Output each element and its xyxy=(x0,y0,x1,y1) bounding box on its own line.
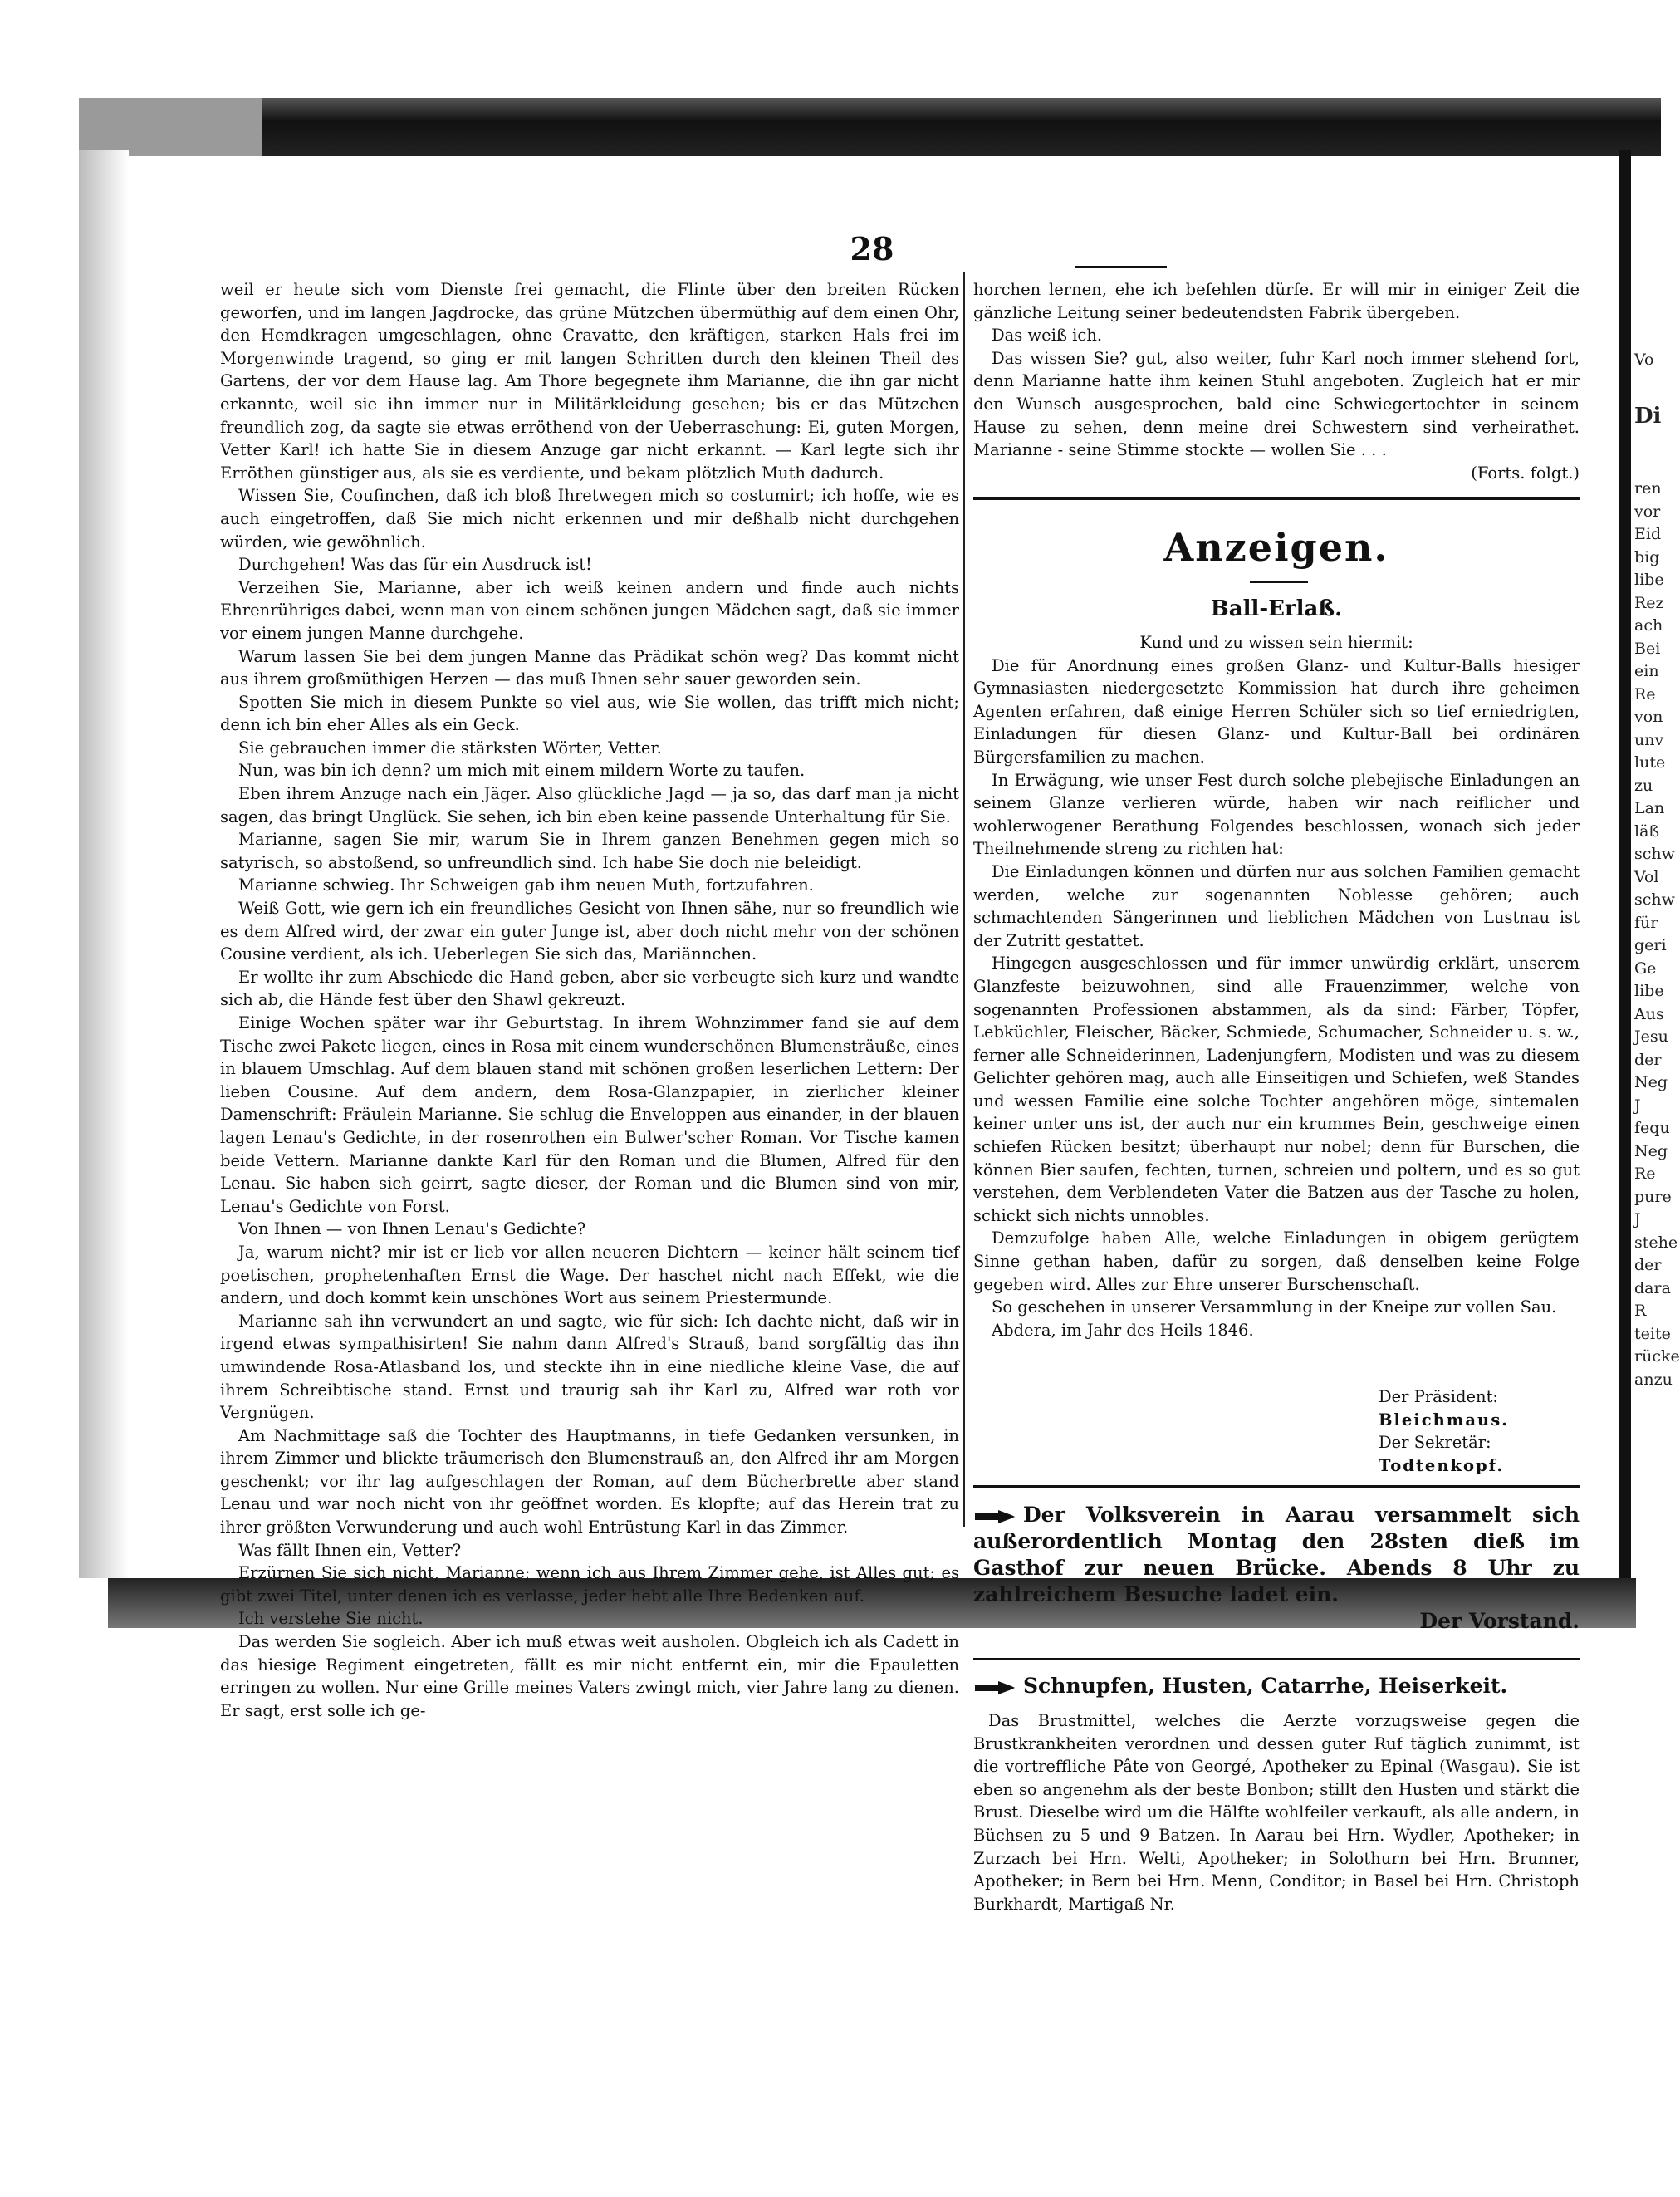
story-paragraph: Das werden Sie sogleich. Aber ich muß etwas weit ausholen. Obgleich ich als Cadett in das hiesige Regiment eingetreten, fällt es mir nicht entfernt ein, mir die Epauletten erringen zu wollen. Nur eine Grille meines Vaters zwingt mich, vier Jahre lang zu dienen. Er sagt, erst solle ich ge- xyxy=(220,1632,959,1720)
next-page-fragment-line: libe xyxy=(1634,982,1664,1000)
next-page-fragment-line: Neg xyxy=(1634,1073,1668,1091)
next-page-fragment-line: Vol xyxy=(1634,867,1659,886)
brustmittel-title: Schnupfen, Husten, Catarrhe, Heiserkeit. xyxy=(1023,1674,1508,1698)
next-page-fragment-line: Eid xyxy=(1634,525,1662,543)
story-paragraph: Was fällt Ihnen ein, Vetter? xyxy=(238,1540,462,1560)
next-page-fragment-line: Bei xyxy=(1634,639,1661,658)
volksverein-signature: Der Vorstand. xyxy=(1419,1609,1580,1633)
story-paragraph: Einige Wochen später war ihr Geburtstag. In ihrem Wohnzimmer fand sie auf dem Tische zwei Pakete liegen, eines in Rosa mit einem wunderschönen Blumensträuße, eines in blauem Umschlag. Auf dem blauen stand mit schönen großen leserlichen Lettern: Der lieben Cousine. Auf dem andern, dem Rosa-Glanzpapier, in zierlicher kleiner Damenschrift: Fräulein Marianne. Sie schlug die Enveloppen aus einander, in der blauen lagen Lenau's Gedichte, in der rosenrothen ein Bulwer'scher Roman. Vor Tische kamen beide Vettern. Marianne dankte Karl für den Roman und die Blumen, Alfred für den Lenau. Sie haben sich geirrt, sagte dieser, der Roman und die Blumen sind von mir, Lenau's Gedichte von Forst. xyxy=(220,1013,959,1216)
next-page-fragment-line: libe xyxy=(1634,571,1664,589)
volksverein-ad xyxy=(973,1502,1580,1635)
volksverein-text: Der Volksverein in Aarau versammelt sich außerordentlich Montag den 28sten dieß im Gasthof zur neuen Brücke. Abends 8 Uhr zu zahlreichem Besuche ladet ein. xyxy=(973,1503,1580,1606)
next-page-fragment-line: Jesu xyxy=(1634,1027,1668,1046)
next-page-fragment-line: schw xyxy=(1634,845,1675,863)
story-paragraph: Eben ihrem Anzuge nach ein Jäger. Also glückliche Jagd — ja so, das darf man ja nicht sagen, das bringt Unglück. Sie sehen, ich bin eben keine passende Unterhaltung für Sie. xyxy=(220,784,959,826)
scan-border-left xyxy=(79,150,129,1578)
signature-line: Todtenkopf. xyxy=(1379,1455,1505,1475)
signature-line: Der Präsident: xyxy=(1379,1387,1498,1406)
continuation-paragraph: Das weiß ich. xyxy=(992,326,1103,346)
story-paragraph: Spotten Sie mich in diesem Punkte so viel aus, wie Sie wollen, das trifft mich nicht; denn ich bin eher Alles als ein Geck. xyxy=(220,692,959,735)
ball-paragraph: Die für Anordnung eines großen Glanz- und Kultur-Balls hiesiger Gymnasiasten niedergesetzte Kommission hat durch ihre geheimen Agenten erfahren, daß einige Herren Schüler sich so tief erniedrigten, Einladungen für diesen Glanz- und Kultur-Ball bei ordinären Bürgersfamilien zu machen. xyxy=(973,655,1580,767)
section-rule xyxy=(973,1658,1580,1660)
ball-opening: Kund und zu wissen sein hiermit: xyxy=(1139,633,1413,652)
column-rule xyxy=(963,272,965,1527)
next-page-fragment-line: teite xyxy=(1634,1324,1671,1343)
section-rule xyxy=(973,1485,1580,1488)
next-page-fragment-line: ach xyxy=(1634,616,1663,635)
ball-signatures xyxy=(1379,1385,1578,1477)
story-continuation xyxy=(973,278,1580,484)
next-page-fragment-line: der xyxy=(1634,1050,1662,1069)
ball-paragraph: So geschehen in unserer Versammlung in der Kneipe zur vollen Sau. xyxy=(992,1297,1557,1317)
story-paragraph: Wissen Sie, Coufinchen, daß ich bloß Ihretwegen mich so costumirt; ich hoffe, wie es auch eingetroffen, daß Sie mich nicht erkennen und mir deßhalb nicht durchgehen würden, wie gewöhnlich. xyxy=(220,486,959,552)
page-number: 28 xyxy=(850,230,894,267)
ball-paragraph: Hingegen ausgeschlossen und für immer unwürdig erklärt, unserem Glanzfeste beizuwohnen, sind alle Frauenzimmer, welche von sogenannten Professionen abstammen, als da sind: Färber, Töpfer, Lebküchler, Fleischer, Bäcker, Schmiede, Schumacher, Schneider u. s. w., ferner alle Schneiderinnen, Ladenjungfern, Modisten und was zu diesem Gelichter gehören mag, auch alle Einseitigen und Schiefen, weß Standes und wessen Familie eine solche Tochter angehören möge, sintemalen keiner unter uns ist, der auch nur ein krummes Bein, geschweige einen schiefen Rücken besitzt; überhaupt nur nobel; denn für Burschen, die können Bier saufen, fechten, turnen, schreien und poltern, und es so gut verstehen, dem Verblendeten Vater die Batzen aus der Tasche zu holen, schickt sich nichts unnobles. xyxy=(973,954,1580,1225)
next-page-fragment-line: Vo xyxy=(1634,351,1654,369)
story-paragraph: Durchgehen! Was das für ein Ausdruck ist! xyxy=(238,555,592,575)
next-page-fragment-line: vor xyxy=(1634,502,1661,521)
next-page-fragment-line: dara xyxy=(1634,1278,1671,1297)
next-page-fragment-line: läß xyxy=(1634,821,1660,841)
next-page-fragment-line: geri xyxy=(1634,936,1667,954)
next-page-fragment-line: für xyxy=(1634,913,1658,932)
ball-place-date: Abdera, im Jahr des Heils 1846. xyxy=(992,1320,1254,1340)
ball-paragraph: Die Einladungen können und dürfen nur aus solchen Familien gemacht werden, welche zur sogenannten Noblesse gehören; auch schmachtenden Sängerinnen und lieblichen Mädchen von Lustnau ist der Zutritt gestattet. xyxy=(973,861,1580,950)
next-page-fragment-line: zu xyxy=(1634,776,1653,795)
continuation-paragraph: horchen lernen, ehe ich befehlen dürfe. Er will mir in einiger Zeit die gänzliche Leitung seiner bedeutendsten Fabrik übergeben. xyxy=(973,280,1580,322)
next-page-fragment-line: Aus xyxy=(1634,1004,1664,1023)
ball-title: Ball-Erlaß. xyxy=(1210,596,1343,621)
story-paragraph: Er wollte ihr zum Abschiede die Hand geben, aber sie verbeugte sich kurz und wandte sich ab, die Hände fest über den Shawl gekreuzt. xyxy=(220,967,959,1010)
next-page-fragment-line: pure xyxy=(1634,1187,1672,1206)
next-page-fragment-line: fequ xyxy=(1634,1119,1670,1137)
next-page-fragment-line: Rez xyxy=(1634,593,1664,612)
signature-line: Der Sekretär: xyxy=(1379,1433,1491,1453)
next-page-fragment-line: Lan xyxy=(1634,799,1665,817)
pointing-hand-icon xyxy=(973,1507,1016,1527)
story-paragraph: Verzeihen Sie, Marianne, aber ich weiß keinen andern und finde auch nichts Ehrenrühriges dabei, wenn man von einem schönen jungen Mädchen sagt, daß sie immer vor einem jungen Manne durchgehe. xyxy=(220,577,959,643)
ads-heading-rule xyxy=(1250,581,1308,583)
next-page-fragment-line: lute xyxy=(1634,753,1666,772)
next-page-fragment-line: stehe xyxy=(1634,1233,1678,1252)
next-page-fragment-line: Re xyxy=(1634,684,1656,704)
story-paragraph: Erzürnen Sie sich nicht, Marianne; wenn ich aus Ihrem Zimmer gehe, ist Alles gut; es gibt zwei Titel, unter denen ich es verlasse, jeder hebt alle Ihre Bedenken auf. xyxy=(220,1563,959,1606)
story-paragraph: weil er heute sich vom Dienste frei gemacht, die Flinte über den breiten Rücken geworfen, und im langen Jagdrocke, das grüne Mützchen übermüthig auf dem einen Ohr, den Hemdkragen umgeschlagen, ohne Cravatte, den kräftigen, starken Hals frei im Morgenwinde tragend, so ging er mit langen Schritten durch den kleinen Theil des Gartens, der vor dem Hause lag. Am Thore begegnete ihm Marianne, die ihn gar nicht erkannte, weil sie ihn immer nur in Militärkleidung gesehen; bis er das Mützchen freundlich zog, da sagte sie etwas erröthend von der Ueberraschung: Ei, guten Morgen, Vetter Karl! ich hatte Sie in diesem Anzuge gar nicht erkannt. — Karl legte sich ihr Erröthen günstiger aus, als sie es verdiente, und bekam plötzlich Muth dadurch. xyxy=(220,280,959,483)
pointing-hand-icon xyxy=(973,1678,1016,1698)
brustmittel-ad xyxy=(973,1709,1580,1915)
next-page-fragment-line: von xyxy=(1634,708,1663,726)
gutter-divider xyxy=(1619,150,1631,1578)
story-column xyxy=(220,278,959,1722)
story-paragraph: Von Ihnen — von Ihnen Lenau's Gedichte? xyxy=(238,1219,586,1239)
next-page-fragment-line: J xyxy=(1634,1210,1641,1228)
section-rule xyxy=(973,497,1580,500)
story-paragraph: Marianne, sagen Sie mir, warum Sie in Ihrem ganzen Benehmen gegen mich so satyrisch, so abstoßend, so unfreundlich sind. Ich habe Sie doch nie beleidigt. xyxy=(220,830,959,872)
story-paragraph: Marianne sah ihn verwundert an und sagte, wie für sich: Ich dachte nicht, daß wir in irgend etwas sympathisirten! Sie nahm dann Alfred's Strauß, band sorgfältig das ihn umwindende Rosa-Atlasband los, und steckte ihn in eine niedliche kleine Vase, die auf ihrem Schreibtische stand. Ernst und traurig sah ihr Karl zu, Alfred war roth vor Vergnügen. xyxy=(220,1311,959,1423)
story-paragraph: Weiß Gott, wie gern ich ein freundliches Gesicht von Ihnen sähe, nur so freundlich wie es dem Alfred wird, der zwar ein guter Junge ist, aber doch nicht mehr von der schönen Cousine verdient, als ich. Ueberlegen Sie sich das, Mariännchen. xyxy=(220,899,959,964)
next-page-fragment-line: J xyxy=(1634,1096,1641,1115)
continuation-paragraph: Das wissen Sie? gut, also weiter, fuhr Karl noch immer stehend fort, denn Marianne hatte ihm keinen Stuhl angeboten. Zugleich hat er mir den Wunsch ausgesprochen, bald eine Schwiegertochter in seinem Hause zu sehen, denn meine drei Schwestern sind verheirathet. Marianne - seine Stimme stockte — wollen Sie . . . xyxy=(973,348,1580,460)
next-page-fragment-line: ren xyxy=(1634,479,1662,498)
next-page-fragment-line: R xyxy=(1634,1302,1647,1320)
next-page-fragment-line: der xyxy=(1634,1256,1662,1274)
story-paragraph: Nun, was bin ich denn? um mich mit einem mildern Worte zu taufen. xyxy=(238,761,806,781)
next-page-fragment-line: ein xyxy=(1634,662,1659,680)
next-page-fragment-line: Ge xyxy=(1634,959,1657,978)
story-paragraph: Warum lassen Sie bei dem jungen Manne das Prädikat schön weg? Das kommt nicht aus ihrem großmüthigen Herzen — das muß Ihnen sehr sauer geworden sein. xyxy=(220,646,959,689)
ball-paragraph: Demzufolge haben Alle, welche Einladungen in obigem gerügtem Sinne gethan haben, dafür zu sorgen, daß denselben keine Folge gegeben wird. Alles zur Ehre unserer Burschenschaft. xyxy=(973,1228,1580,1294)
brustmittel-text: Das Brustmittel, welches die Aerzte vorzugsweise gegen die Brustkrankheiten verordnen und dessen guter Ruf täglich zunimmt, ist die vortreffliche Pâte von Georgé, Apotheker zu Epinal (Wasgau). Sie ist eben so angenehm als der beste Bonbon; stillt den Husten und stärkt die Brust. Dieselbe wird um die Hälfte wohlfeiler verkauft, als alle andern, in Büchsen zu 5 und 9 Batzen. In Aarau bei Hrn. Wydler, Apotheker; in Zurzach bei Hrn. Welti, Apotheker; in Solothurn bei Hrn. Brunner, Apotheker; in Bern bei Hrn. Menn, Conditor; in Basel bei Hrn. Christoph Burkhardt, Martigaß Nr. xyxy=(973,1711,1580,1914)
signature-line: Bleichmaus. xyxy=(1379,1410,1509,1430)
story-paragraph: Ich verstehe Sie nicht. xyxy=(238,1609,424,1629)
continued-note: (Forts. folgt.) xyxy=(1471,463,1580,483)
story-paragraph: Marianne schwieg. Ihr Schweigen gab ihm neuen Muth, fortzufahren. xyxy=(238,875,814,895)
story-paragraph: Ja, warum nicht? mir ist er lieb vor allen neueren Dichtern — keiner hält seinem tief poetischen, prophetenhaften Ernst die Wage. Der haschet nicht nach Effekt, wie die andern, und doch kommt kein unschönes Wort aus seinem Priestermunde. xyxy=(220,1242,959,1308)
scan-border-top xyxy=(79,98,1661,156)
ball-announcement xyxy=(973,631,1580,1341)
next-page-fragment-line: schw xyxy=(1634,890,1675,909)
ball-paragraph: In Erwägung, wie unser Fest durch solche plebejische Einladungen an seinem Glanze verlieren würde, haben wir nach reiflicher und wohlerwogener Berathung Folgendes beschlossen, wonach sich jeder Theilnehmende streng zu richten hat: xyxy=(973,770,1580,859)
next-page-fragment xyxy=(1634,349,1680,1391)
next-page-fragment-line: anzu xyxy=(1634,1370,1673,1389)
story-paragraph: Sie gebrauchen immer die stärksten Wörter, Vetter. xyxy=(238,738,662,758)
next-page-fragment-line: rücke xyxy=(1634,1347,1680,1366)
ads-heading: Anzeigen. xyxy=(1163,525,1389,570)
next-page-fragment-line: unv xyxy=(1634,730,1664,749)
next-page-fragment-line: Re xyxy=(1634,1165,1656,1183)
next-page-fragment-line: Di xyxy=(1634,403,1662,429)
page-number-rule xyxy=(1075,266,1167,268)
story-paragraph: Am Nachmittage saß die Tochter des Hauptmanns, in tiefe Gedanken versunken, in ihrem Zimmer und blickte träumerisch den Blumenstrauß an, den Alfred ihr am Morgen geschenkt; vor ihr lag aufgeschlagen der Roman, auf dem Bücherbrette aber stand Lenau und war noch nicht von ihr geöffnet worden. Es klopfte; auf das Herein trat zu ihrer größten Verwunderung und auch wohl Entrüstung Karl in das Zimmer. xyxy=(220,1425,959,1537)
next-page-fragment-line: Neg xyxy=(1634,1141,1668,1160)
brustmittel-title-row xyxy=(973,1674,1580,1698)
next-page-fragment-line: big xyxy=(1634,547,1660,566)
